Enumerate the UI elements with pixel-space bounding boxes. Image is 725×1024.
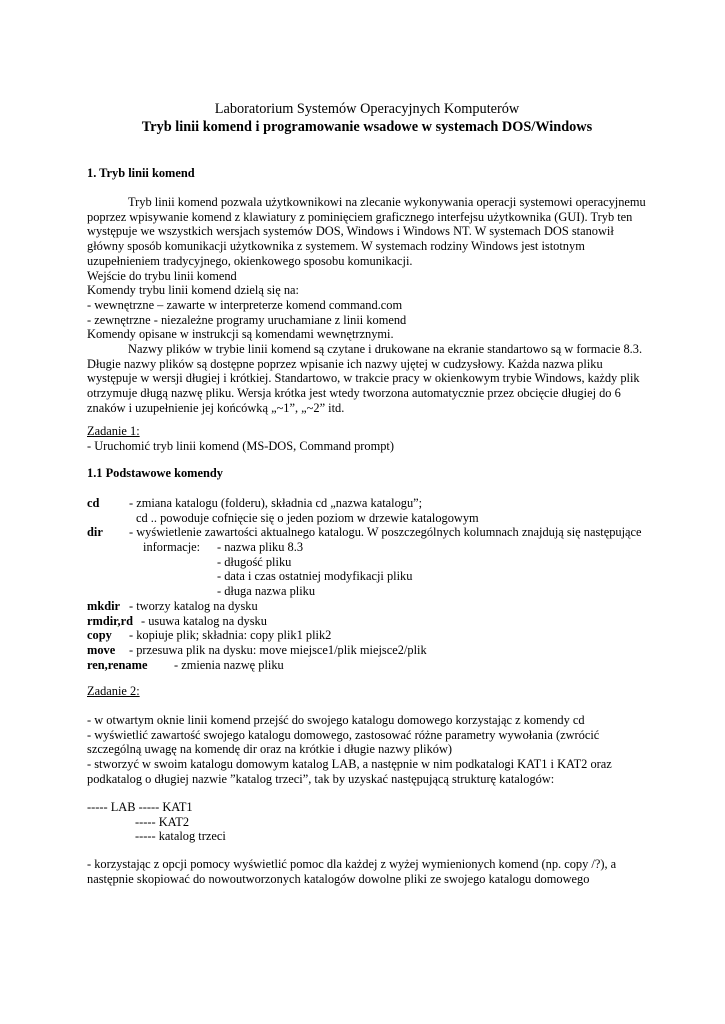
document-title: Tryb linii komend i programowanie wsadowe w systemach DOS/Windows xyxy=(141,119,593,135)
dir-info-item: - data i czas ostatniej modyfikacji pliku xyxy=(217,569,413,584)
tree-row xyxy=(87,800,647,815)
dir-info-item: - długość pliku xyxy=(217,554,292,569)
section-1-1-heading: 1.1 Podstawowe komendy xyxy=(87,466,223,480)
internal-commands-line: - wewnętrzne – zawarte w interpreterze komend command.com xyxy=(87,297,403,312)
dir-info-row xyxy=(87,584,647,599)
dir-info-row xyxy=(87,555,647,570)
command-list xyxy=(87,496,647,672)
tree-line: ----- LAB ----- KAT1 xyxy=(87,800,193,814)
command-move xyxy=(87,643,647,658)
task-1 xyxy=(87,424,647,453)
command-copy xyxy=(87,628,647,643)
dir-info-item: - długa nazwa pliku xyxy=(217,584,316,599)
command-mkdir xyxy=(87,599,647,614)
dir-info-label: informacje: xyxy=(143,540,201,555)
task-2-label: Zadanie 2: xyxy=(87,684,140,698)
directory-tree xyxy=(87,800,647,844)
divide-line: Komendy trybu linii komend dzielą się na: xyxy=(87,283,299,298)
task-2-item: - stworzyć w swoim katalogu domowym katalog LAB, a następnie w nim podkatalogi KAT1 i KAT2 oraz podkatalog o długiej nazwie ”katalog trzeci”, tak by uzyskać następującą strukturę katalogów: xyxy=(87,757,612,786)
dir-info-row xyxy=(87,569,647,584)
command-description: - zmienia nazwę pliku xyxy=(174,657,284,672)
command-rmdir xyxy=(87,614,647,629)
section-1-body xyxy=(87,195,647,416)
external-commands-line: - zewnętrzne - niezależne programy uruchamiane z linii komend xyxy=(87,312,407,327)
command-name: dir xyxy=(87,525,103,540)
document-header xyxy=(87,100,647,136)
command-description: - wyświetlenie zawartości aktualnego katalogu. W poszczególnych kolumnach znajdują się następujące xyxy=(129,525,642,540)
command-dir xyxy=(87,525,647,540)
tree-line: ----- KAT2 xyxy=(135,814,190,829)
intro-paragraph: Tryb linii komend pozwala użytkownikowi na zlecanie wykonywania operacji systemowi operacyjnemu poprzez wpisywanie komend z klawiatury z pominięciem graficznego interfejsu użytkownika (GUI). Tryb ten występuje we wszystkich wersjach systemów DOS, Windows i Windows NT. W systemach DOS stanowił główny sposób komunikacji użytkownika z systemem. W systemach rodziny Windows jest istotnym uzupełnieniem tradycyjnego, okienkowego sposobu komunikacji. xyxy=(87,195,646,268)
course-title: Laboratorium Systemów Operacyjnych Komputerów xyxy=(214,101,520,117)
described-commands-line: Komendy opisane w instrukcji są komendami wewnętrznymi. xyxy=(87,327,394,342)
entry-line: Wejście do trybu linii komend xyxy=(87,268,237,283)
tree-row xyxy=(87,815,647,830)
command-description: cd .. powoduje cofnięcie się o jeden poziom w drzewie katalogowym xyxy=(136,510,479,525)
command-name: rmdir,rd xyxy=(87,613,134,628)
section-1-heading: 1. Tryb linii komend xyxy=(87,166,195,180)
command-name: copy xyxy=(87,628,112,643)
task-2-item: - w otwartym oknie linii komend przejść do swojego katalogu domowego korzystając z komendy cd xyxy=(87,713,585,727)
command-description: - usuwa katalog na dysku xyxy=(141,613,267,628)
command-cd-detail xyxy=(87,511,647,526)
task-1-label: Zadanie 1: xyxy=(87,424,140,438)
command-cd xyxy=(87,496,647,511)
command-description: - kopiuje plik; składnia: copy plik1 plik2 xyxy=(129,628,332,643)
dir-info-row xyxy=(87,540,647,555)
command-description: - zmiana katalogu (folderu), składnia cd „nazwa katalogu”; xyxy=(129,496,423,510)
task-2-item: - wyświetlić zawartość swojego katalogu domowego, zastosować różne parametry wywołania (zwrócić szczególną uwagę na komendę dir oraz na krótkie i długie nazwy plików) xyxy=(87,727,600,757)
command-name: ren,rename xyxy=(87,657,148,672)
dir-info-item: - nazwa pliku 8.3 xyxy=(217,540,304,555)
task-1-text: - Uruchomić tryb linii komend (MS-DOS, Command prompt) xyxy=(87,438,394,453)
tree-line: ----- katalog trzeci xyxy=(135,829,226,844)
command-description: - tworzy katalog na dysku xyxy=(129,598,258,613)
command-name: cd xyxy=(87,496,100,510)
task-2-help-item: - korzystając z opcji pomocy wyświetlić pomoc dla każdej z wyżej wymienionych komend (np. copy /?), a następnie skopiować do nowoutworzonych katalogów dowolne pliki ze swojego katalogu domowego xyxy=(87,857,617,886)
command-name: mkdir xyxy=(87,598,121,613)
filenames-paragraph: Nazwy plików w trybie linii komend są czytane i drukowane na ekranie standartowo są w formacie 8.3. Długie nazwy plików są dostępne poprzez wpisanie ich nazwy ujętej w cudzysłowy. Każda nazwa pliku występuje w wersji długiej i krótkiej. Standartowo, w trakcie pracy w okienkowym trybie Windows, każdy plik otrzymuje długą nazwę pliku. Wersja krótka jest wtedy tworzona automatycznie przez obcięcie długiej do 6 znaków i uzupełnienie jej końcówką „~1”, „~2” itd. xyxy=(87,342,643,415)
command-description: - przesuwa plik na dysku: move miejsce1/plik miejsce2/plik xyxy=(129,642,427,657)
command-ren xyxy=(87,658,647,673)
task-2-body xyxy=(87,713,647,787)
command-name: move xyxy=(87,642,116,657)
tree-row xyxy=(87,829,647,844)
